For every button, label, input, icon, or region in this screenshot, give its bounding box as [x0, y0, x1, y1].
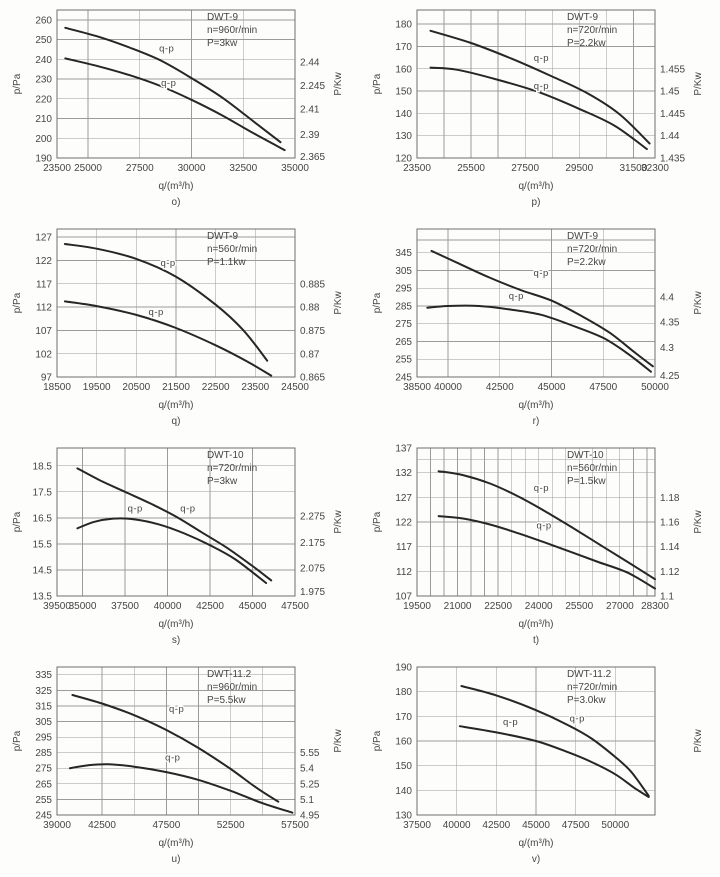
y-axis-label-left: p/Pa	[12, 292, 23, 314]
gridlines	[57, 229, 295, 377]
right-tick-label: 5.55	[300, 748, 320, 760]
left-tick-label: 255	[35, 794, 52, 806]
left-tick-label: 315	[35, 701, 52, 713]
chart-title-line: n=720r/min	[566, 25, 618, 36]
curve-label: q-p	[533, 52, 550, 64]
curve-label: q-p	[159, 43, 175, 55]
right-tick-label: 0.865	[300, 372, 326, 384]
curve-s-1	[77, 518, 266, 583]
right-tick-label: 2.39	[300, 129, 320, 141]
right-tick-label: 4.4	[660, 292, 674, 304]
curve-label: q-p	[161, 77, 177, 89]
chart-title-line: n=560r/min	[206, 244, 258, 255]
y-axis-label-left: p/Pa	[12, 73, 23, 95]
x-tick-label: 47500	[561, 820, 590, 831]
left-tick-label: 255	[395, 354, 412, 366]
x-tick-label: 25500	[565, 601, 594, 612]
chart-title-line: P=3kw	[206, 476, 238, 487]
x-axis-label: q/(m³/h)	[158, 838, 194, 849]
right-tick-label: 1.455	[660, 64, 686, 76]
left-tick-label: 160	[395, 64, 412, 76]
left-tick-label: 285	[35, 748, 52, 760]
y-axis-label-left: p/Pa	[372, 511, 383, 533]
chart-title-line: P=1.5kw	[566, 476, 606, 487]
left-tick-label: 240	[35, 54, 52, 66]
x-tick-label: 24000	[524, 601, 553, 612]
right-tick-label: 0.87	[300, 349, 320, 361]
left-tick-label: 210	[35, 113, 52, 125]
x-tick-label: 45000	[522, 820, 550, 831]
left-tick-label: 117	[36, 279, 52, 291]
right-tick-label: 2.075	[300, 563, 326, 575]
left-tick-label: 230	[35, 74, 52, 86]
left-tick-label: 345	[395, 248, 412, 260]
right-tick-label: 5.25	[300, 779, 320, 791]
chart-q	[0, 219, 360, 438]
chart-title-line: DWT-9	[206, 231, 239, 242]
x-tick-label: 21000	[443, 601, 472, 612]
left-tick-label: 190	[395, 662, 412, 674]
chart-title-line: DWT-9	[566, 12, 599, 23]
y-axis-label-right: P/Kw	[693, 291, 704, 315]
x-tick-label: 50000	[641, 382, 669, 393]
x-tick-label: 47500	[281, 601, 309, 612]
chart-title-line: P=3.0kw	[566, 695, 606, 706]
chart-title-line: P=5.5kw	[206, 695, 246, 706]
curve-label: q-p	[180, 503, 196, 515]
left-tick-label: 275	[35, 763, 52, 775]
left-tick-label: 112	[36, 302, 52, 314]
x-tick-label: 45000	[238, 601, 267, 612]
x-tick-label: 19500	[403, 601, 431, 612]
chart-v	[360, 657, 720, 876]
left-tick-label: 130	[395, 810, 412, 822]
gridlines	[57, 667, 295, 815]
left-tick-label: 170	[395, 41, 412, 53]
x-axis-label: q/(m³/h)	[518, 400, 554, 411]
left-tick-label: 305	[35, 716, 52, 728]
left-tick-label: 140	[395, 785, 412, 797]
x-tick-label: 32300	[641, 163, 669, 174]
left-tick-label: 130	[395, 131, 412, 143]
chart-u	[0, 657, 360, 876]
x-tick-label: 18500	[43, 382, 71, 393]
curve-o-1	[65, 58, 284, 150]
gridlines	[417, 229, 655, 377]
curve-label: q-p	[536, 520, 552, 532]
x-tick-label: 38500	[403, 382, 431, 393]
x-tick-label: 30000	[177, 163, 206, 174]
subplot-caption: r)	[532, 416, 540, 427]
y-axis-label-left: p/Pa	[12, 730, 23, 752]
x-tick-label: 40000	[442, 820, 471, 831]
curve-label: q-p	[569, 713, 585, 725]
right-tick-label: 1.18	[660, 492, 680, 504]
left-tick-label: 132	[395, 468, 412, 480]
y-axis-label-right: P/Kw	[693, 729, 704, 753]
right-tick-label: 5.1	[300, 794, 314, 806]
x-tick-label: 27000	[605, 601, 634, 612]
y-axis-label-right: P/Kw	[693, 72, 704, 96]
curve-label: q-p	[169, 704, 185, 716]
x-tick-label: 32500	[229, 163, 258, 174]
right-tick-label: 4.25	[660, 371, 680, 383]
left-tick-label: 295	[395, 283, 412, 295]
right-tick-label: 1.45	[660, 86, 680, 98]
curve-label: q-p	[160, 257, 176, 269]
y-axis-label-right: P/Kw	[333, 72, 344, 96]
left-tick-label: 295	[35, 732, 52, 744]
left-tick-label: 16.5	[32, 513, 52, 525]
right-tick-label: 0.88	[300, 302, 320, 314]
chart-title-line: P=2.2kw	[566, 38, 606, 49]
x-tick-label: 39000	[43, 820, 71, 831]
x-tick-label: 25000	[74, 163, 102, 174]
chart-q-svg	[0, 219, 360, 438]
chart-title-line: DWT-10	[206, 450, 244, 461]
left-tick-label: 18.5	[32, 461, 52, 473]
curve-label: q-p	[533, 267, 549, 279]
x-tick-label: 19500	[82, 382, 111, 393]
left-tick-label: 170	[395, 711, 412, 723]
x-axis-label: q/(m³/h)	[158, 400, 194, 411]
left-tick-label: 275	[395, 319, 412, 331]
curve-label: q-p	[148, 306, 164, 318]
right-tick-label: 2.44	[300, 57, 320, 69]
chart-s-svg	[0, 438, 360, 657]
subplot-caption: q)	[171, 416, 181, 427]
left-tick-label: 17.5	[32, 487, 52, 499]
left-tick-label: 122	[395, 517, 412, 529]
right-tick-label: 0.875	[300, 325, 326, 337]
left-tick-label: 107	[35, 325, 52, 337]
left-tick-label: 13.5	[32, 591, 52, 603]
left-tick-label: 117	[396, 542, 412, 554]
x-tick-label: 37500	[403, 820, 431, 831]
x-tick-label: 29500	[565, 163, 594, 174]
left-tick-label: 335	[35, 670, 52, 682]
right-tick-label: 0.885	[300, 279, 326, 291]
x-tick-label: 28300	[641, 601, 669, 612]
left-tick-label: 245	[35, 810, 52, 822]
left-tick-label: 325	[35, 685, 52, 697]
x-tick-label: 42500	[485, 382, 514, 393]
right-tick-label: 1.44	[660, 131, 680, 143]
chart-title-line: DWT-9	[566, 231, 599, 242]
x-tick-label: 47500	[152, 820, 181, 831]
right-tick-label: 4.3	[660, 342, 674, 354]
left-tick-label: 107	[395, 591, 412, 603]
plot-border	[417, 229, 655, 377]
curve-label: q-p	[165, 752, 181, 764]
chart-t	[360, 438, 720, 657]
x-tick-label: 23500	[403, 163, 431, 174]
right-tick-label: 2.275	[300, 511, 326, 523]
chart-o	[0, 0, 360, 219]
x-tick-label: 40000	[434, 382, 462, 393]
right-tick-label: 4.95	[300, 810, 320, 822]
right-tick-label: 1.12	[660, 566, 680, 578]
x-tick-label: 35000	[281, 163, 309, 174]
right-tick-label: 4.35	[660, 317, 680, 329]
x-tick-label: 42500	[482, 820, 511, 831]
y-axis-label-right: P/Kw	[693, 510, 704, 534]
x-tick-label: 37500	[111, 601, 139, 612]
y-axis-label-left: p/Pa	[12, 511, 23, 533]
x-axis-label: q/(m³/h)	[518, 838, 554, 849]
left-tick-label: 140	[395, 108, 412, 120]
x-tick-label: 47500	[589, 382, 618, 393]
x-axis-label: q/(m³/h)	[518, 181, 554, 192]
left-tick-label: 102	[35, 349, 52, 361]
plot-border	[57, 667, 295, 815]
chart-p-svg	[360, 0, 720, 219]
right-tick-label: 1.14	[660, 542, 680, 554]
right-tick-label: 2.41	[300, 104, 320, 116]
x-axis-label: q/(m³/h)	[158, 619, 194, 630]
left-tick-label: 150	[395, 761, 412, 773]
curve-label: q-p	[127, 503, 143, 515]
left-tick-label: 245	[395, 372, 412, 384]
left-tick-label: 150	[395, 86, 412, 98]
left-tick-label: 112	[396, 566, 412, 578]
right-tick-label: 1.445	[660, 108, 686, 120]
x-tick-label: 42500	[88, 820, 116, 831]
curve-label: q-p	[502, 716, 519, 728]
left-tick-label: 15.5	[32, 539, 52, 551]
x-tick-label: 31500	[619, 163, 648, 174]
curve-label: q-p	[533, 482, 550, 494]
chart-title-line: n=960r/min	[206, 25, 258, 36]
subplot-caption: s)	[171, 635, 181, 646]
right-tick-label: 1.975	[300, 587, 326, 599]
subplot-caption: p)	[531, 197, 541, 208]
right-tick-label: 2.245	[300, 80, 326, 92]
left-tick-label: 265	[35, 779, 52, 791]
chart-title-line: P=3kw	[206, 38, 238, 49]
x-tick-label: 35000	[68, 601, 97, 612]
x-tick-label: 57500	[281, 820, 309, 831]
right-tick-label: 1.16	[660, 517, 680, 529]
x-tick-label: 20500	[122, 382, 151, 393]
chart-title-line: DWT-9	[206, 12, 239, 23]
left-tick-label: 120	[395, 153, 412, 165]
x-tick-label: 39500	[43, 601, 71, 612]
x-axis-label: q/(m³/h)	[518, 619, 554, 630]
left-tick-label: 137	[395, 443, 412, 455]
x-tick-label: 25500	[457, 163, 486, 174]
x-tick-label: 52500	[216, 820, 245, 831]
chart-s	[0, 438, 360, 657]
y-axis-label-left: p/Pa	[372, 292, 383, 314]
left-tick-label: 97	[40, 372, 52, 384]
y-axis-label-right: P/Kw	[333, 729, 344, 753]
curve-q-1	[65, 301, 271, 375]
x-tick-label: 24500	[281, 382, 309, 393]
left-tick-label: 220	[35, 94, 52, 106]
left-tick-label: 250	[35, 35, 52, 47]
chart-r	[360, 219, 720, 438]
x-tick-label: 22500	[201, 382, 230, 393]
chart-t-svg	[360, 438, 720, 657]
chart-title-line: DWT-11.2	[206, 669, 252, 680]
left-tick-label: 265	[395, 336, 412, 348]
chart-o-svg	[0, 0, 360, 219]
right-tick-label: 2.365	[300, 152, 326, 164]
y-axis-label-right: P/Kw	[333, 510, 344, 534]
chart-r-svg	[360, 219, 720, 438]
chart-title-line: n=720r/min	[566, 682, 618, 693]
left-tick-label: 200	[35, 133, 52, 145]
x-tick-label: 23500	[43, 163, 71, 174]
left-tick-label: 285	[395, 301, 412, 313]
right-tick-label: 1.435	[660, 153, 686, 165]
left-tick-label: 160	[395, 736, 412, 748]
left-tick-label: 180	[395, 19, 412, 31]
left-tick-label: 260	[35, 15, 52, 27]
chart-title-line: n=720r/min	[206, 463, 258, 474]
right-tick-label: 2.175	[300, 538, 326, 550]
curve-label: q-p	[533, 80, 550, 92]
chart-title-line: P=2.2kw	[566, 257, 606, 268]
chart-title-line: n=720r/min	[566, 244, 618, 255]
subplot-caption: v)	[531, 854, 541, 865]
chart-title-line: P=1.1kw	[206, 257, 246, 268]
chart-p	[360, 0, 720, 219]
chart-u-svg	[0, 657, 360, 876]
chart-title-line: n=960r/min	[206, 682, 258, 693]
left-tick-label: 190	[35, 153, 52, 165]
chart-v-svg	[360, 657, 720, 876]
right-tick-label: 5.4	[300, 763, 314, 775]
y-axis-label-left: p/Pa	[372, 730, 383, 752]
chart-title-line: DWT-11.2	[566, 669, 612, 680]
left-tick-label: 180	[395, 687, 412, 699]
subplot-caption: t)	[532, 635, 540, 646]
x-tick-label: 22500	[484, 601, 513, 612]
left-tick-label: 305	[395, 265, 412, 277]
left-tick-label: 14.5	[32, 565, 52, 577]
x-tick-label: 27500	[125, 163, 154, 174]
x-axis-label: q/(m³/h)	[158, 181, 194, 192]
y-axis-label-right: P/Kw	[333, 291, 344, 315]
subplot-caption: o)	[171, 197, 181, 208]
x-tick-label: 27500	[511, 163, 540, 174]
subplot-caption: u)	[171, 854, 181, 865]
right-tick-label: 1.1	[660, 591, 674, 603]
left-tick-label: 122	[35, 255, 52, 267]
x-tick-label: 50000	[601, 820, 630, 831]
x-tick-label: 40000	[153, 601, 182, 612]
x-tick-label: 45000	[537, 382, 566, 393]
y-axis-label-left: p/Pa	[372, 73, 383, 95]
chart-title-line: n=560r/min	[566, 463, 618, 474]
x-tick-label: 21500	[162, 382, 190, 393]
x-tick-label: 23500	[241, 382, 270, 393]
left-tick-label: 127	[35, 232, 52, 244]
x-tick-label: 42500	[196, 601, 224, 612]
chart-title-line: DWT-10	[566, 450, 604, 461]
curve-label: q-p	[508, 290, 524, 302]
left-tick-label: 127	[395, 492, 412, 504]
